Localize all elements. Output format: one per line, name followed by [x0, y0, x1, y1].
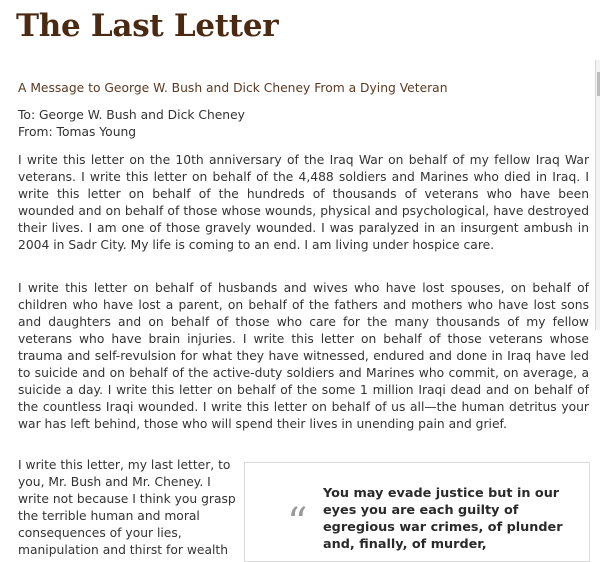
recipient-line: To: George W. Bush and Dick Cheney: [18, 108, 245, 122]
sender-line: From: Tomas Young: [18, 125, 137, 139]
pull-quote-text: You may evade justice but in our eyes you are each guilty of egregious war crimes, of plunder and, finally, of murder,: [323, 486, 563, 552]
body-paragraph-1: I write this letter on the 10th anniversary of the Iraq War on behalf of my fellow Iraq War veterans. I write this letter on behalf of the 4,488 soldiers and Marines who died in Iraq. I write this letter on behalf of the hundreds of thousands of veterans who have been wounded and on behalf of those whose wounds, physical and psychological, have destroyed their lives. I am one of those gravely wounded. I was paralyzed in an insurgent ambush in 2004 in Sadr City. My life is coming to an end. I am living under hospice care.: [18, 153, 589, 252]
body-paragraph-2: I write this letter on behalf of husbands and wives who have lost spouses, on behalf of children who have lost a parent, on behalf of the fathers and mothers who have lost sons and daughters and on behalf of those who care for the many thousands of my fellow veterans who have brain injuries. I write this letter on behalf of those veterans whose trauma and self-revulsion for what they have witnessed, endured and done in Iraq have led to suicide and on behalf of the active-duty soldiers and Marines who commit, on average, a suicide a day. I write this letter on behalf of the some 1 million Iraqi dead and on behalf of the countless Iraqi wounded. I write this letter on behalf of us all—the human detritus your war has left behind, those who will spend their lives in unending pain and grief.: [18, 281, 589, 431]
page-title: The Last Letter: [16, 8, 279, 44]
pull-quote-box: [244, 462, 590, 562]
article-subtitle: A Message to George W. Bush and Dick Cheney From a Dying Veteran: [18, 81, 448, 95]
scrollbar-track[interactable]: [595, 60, 600, 330]
body-paragraph-3: I write this letter, my last letter, to you, Mr. Bush and Mr. Cheney. I write not because I think you grasp the terrible human and moral consequences of your lies, manipulation and thirst for wealth: [18, 458, 236, 557]
quote-mark-icon: “: [287, 500, 308, 546]
